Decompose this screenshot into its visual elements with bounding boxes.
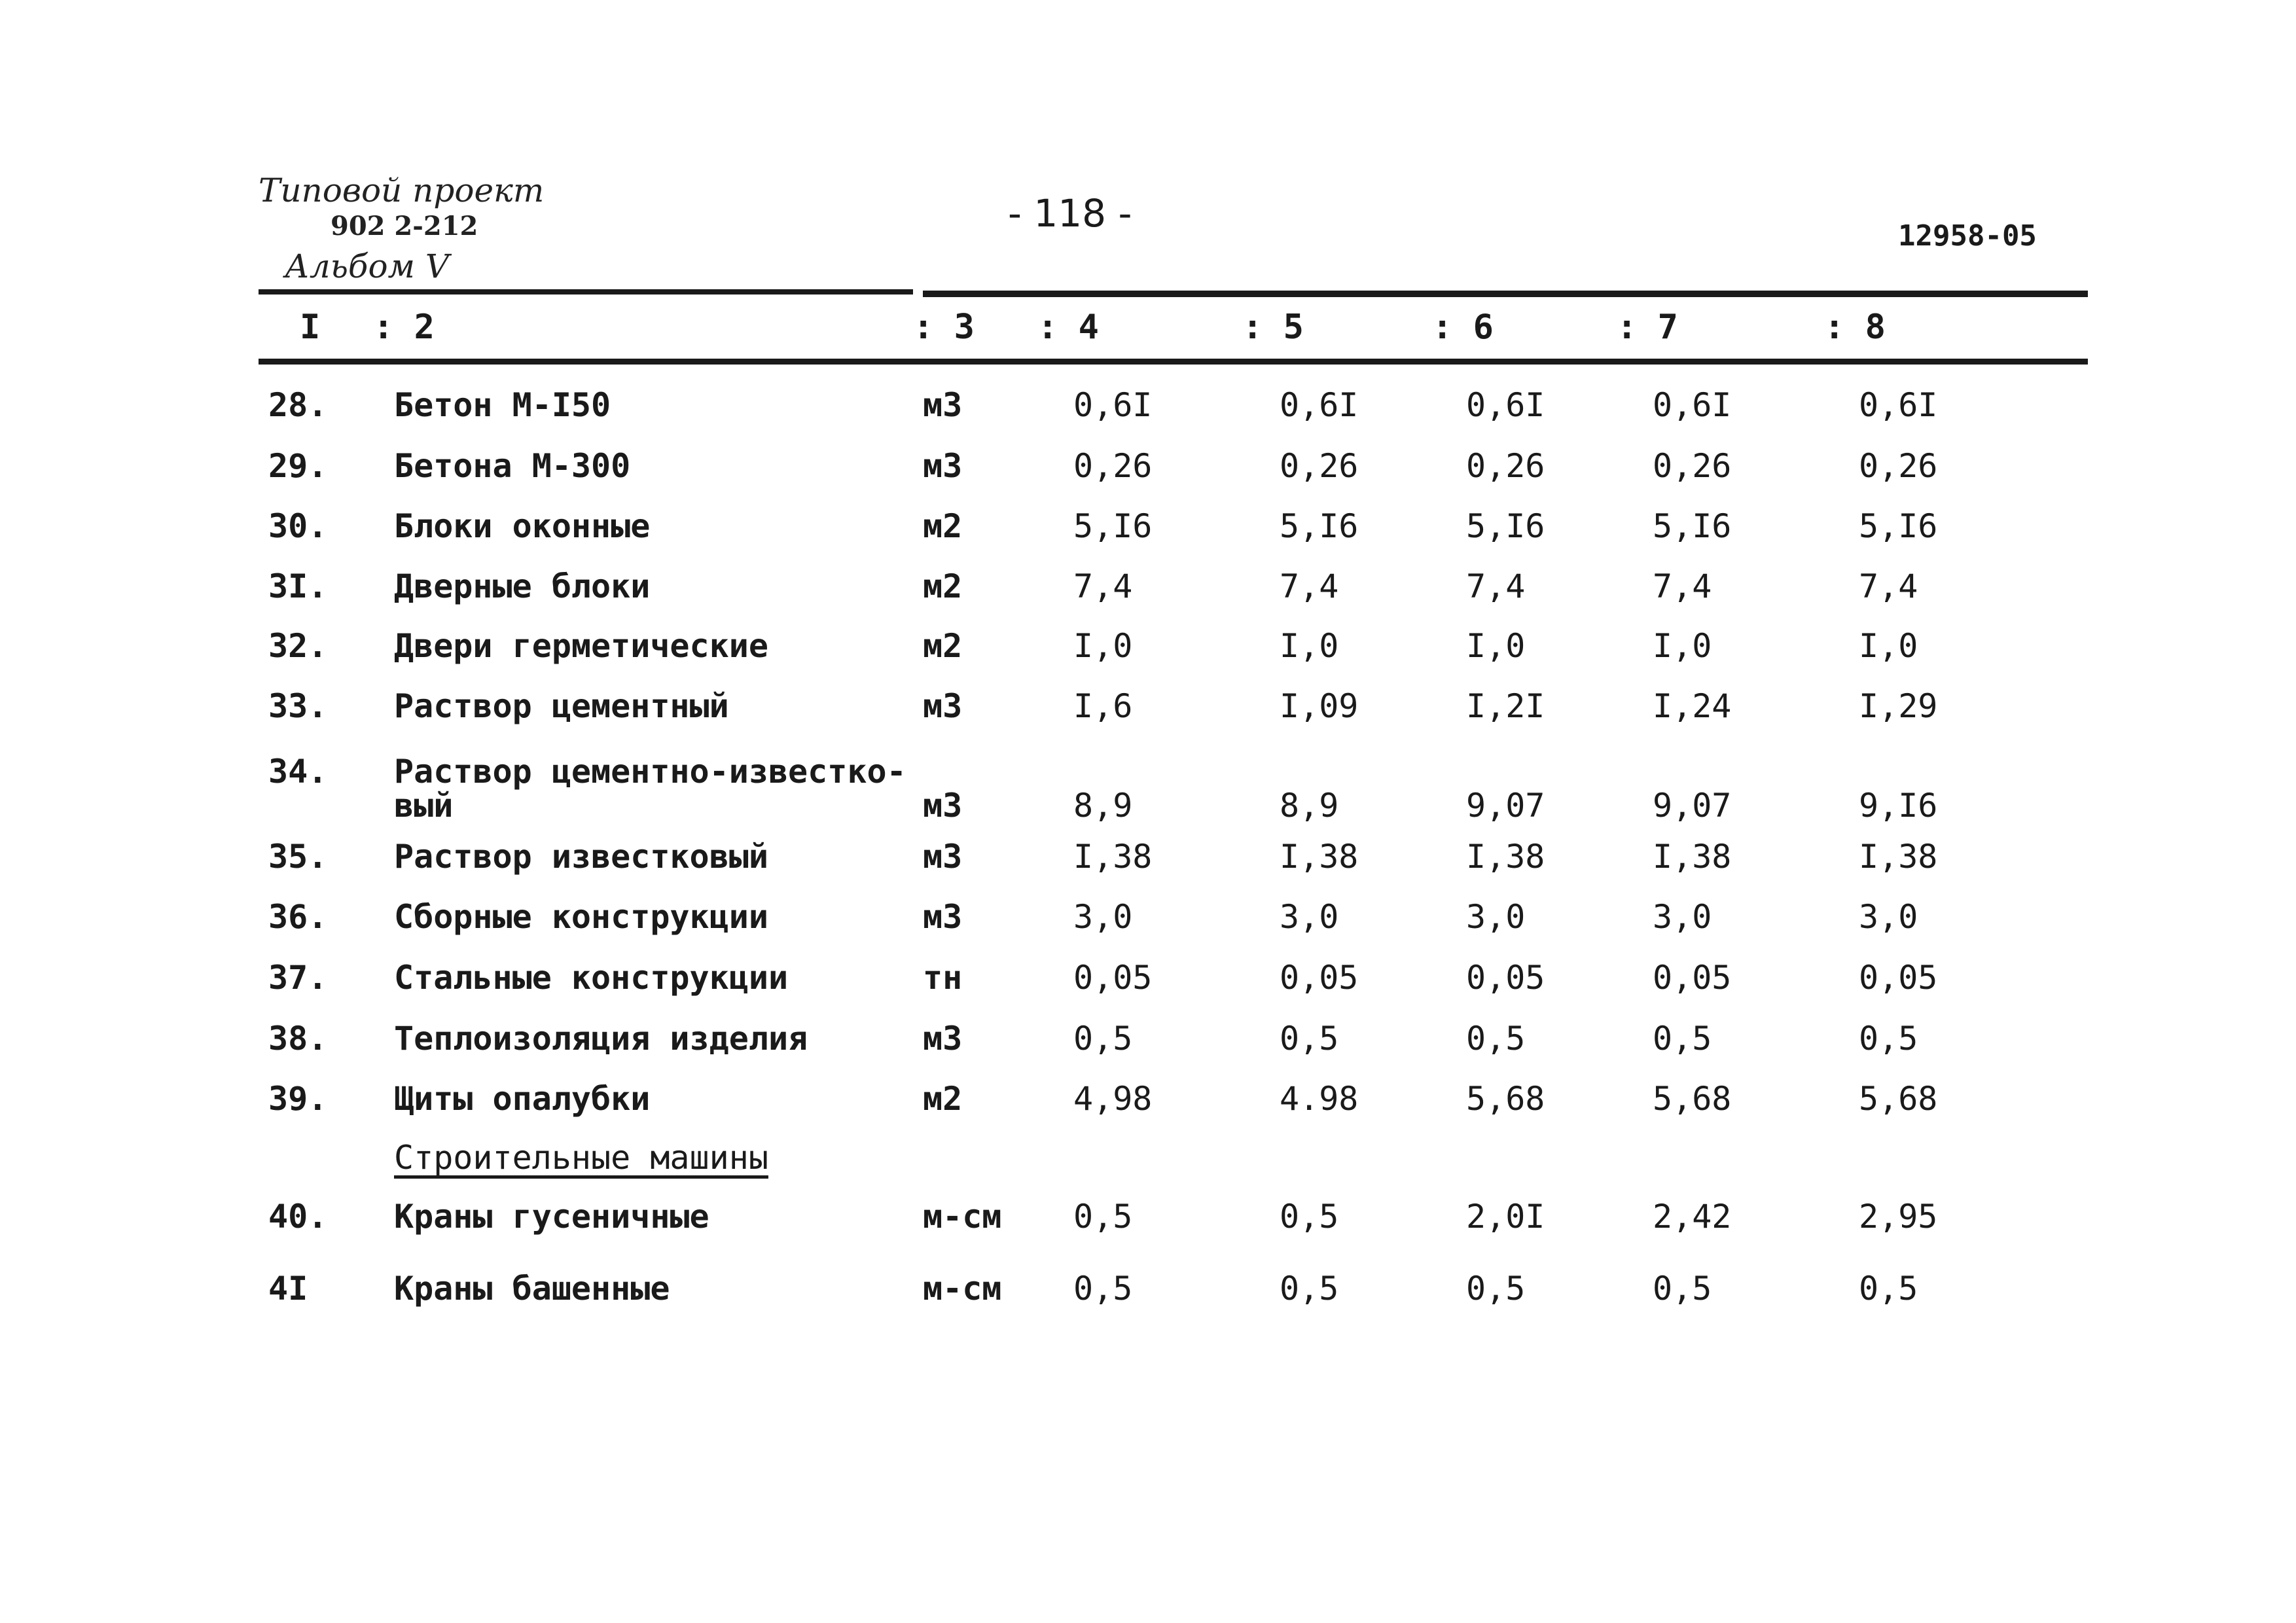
row-number: 3I. (268, 567, 328, 605)
row-value-7: I,24 (1653, 687, 1732, 725)
row-value-5: 5,I6 (1280, 507, 1359, 545)
row-value-4: 3,0 (1073, 898, 1133, 936)
row-value-4: 0,26 (1073, 447, 1153, 485)
row-value-8: 5,I6 (1859, 507, 1938, 545)
row-unit: м-см (923, 1198, 1002, 1236)
row-value-5: I,0 (1280, 627, 1339, 665)
row-number: 34. (268, 753, 328, 791)
row-value-8: 0,05 (1859, 959, 1938, 997)
row-value-6: 0,05 (1466, 959, 1545, 997)
stamp-title: Типовой проект (259, 171, 545, 209)
row-value-5: 0,5 (1280, 1270, 1339, 1308)
row-name: Двери герметические (394, 627, 768, 665)
row-value-8: 0,5 (1859, 1270, 1918, 1308)
column-header-5: : 5 (1242, 308, 1304, 347)
column-header-8: : 8 (1824, 308, 1886, 347)
row-value-5: 7,4 (1280, 567, 1339, 605)
row-value-4: 0,5 (1073, 1198, 1133, 1236)
row-number: 29. (268, 447, 328, 485)
column-header-7: : 7 (1617, 308, 1678, 347)
row-value-5: 8,9 (1280, 787, 1339, 825)
row-number: 36. (268, 898, 328, 936)
row-value-6: I,0 (1466, 627, 1526, 665)
top-rule-left (259, 289, 913, 294)
row-value-6: 0,6I (1466, 386, 1545, 424)
row-number: 4I (268, 1270, 308, 1308)
row-value-7: 5,68 (1653, 1080, 1732, 1118)
row-number: 37. (268, 959, 328, 997)
row-value-5: 3,0 (1280, 898, 1339, 936)
row-name: Бетон М-I50 (394, 386, 611, 424)
row-value-6: 0,5 (1466, 1270, 1526, 1308)
row-value-8: 0,26 (1859, 447, 1938, 485)
row-value-6: 9,07 (1466, 787, 1545, 825)
row-number: 30. (268, 507, 328, 545)
row-value-6: 3,0 (1466, 898, 1526, 936)
row-unit: м3 (923, 687, 963, 725)
row-value-8: 3,0 (1859, 898, 1918, 936)
row-value-7: 5,I6 (1653, 507, 1732, 545)
row-unit: м2 (923, 627, 963, 665)
row-value-4: 5,I6 (1073, 507, 1153, 545)
row-value-8: 0,6I (1859, 386, 1938, 424)
row-value-4: 7,4 (1073, 567, 1133, 605)
row-unit: м3 (923, 787, 963, 825)
row-name: Краны башенные (394, 1270, 670, 1308)
row-value-5: 0,26 (1280, 447, 1359, 485)
row-name-continued: вый (394, 787, 454, 825)
row-unit: тн (923, 959, 963, 997)
row-name: Блоки оконные (394, 507, 651, 545)
column-header-6: : 6 (1432, 308, 1494, 347)
row-name: Раствор известковый (394, 838, 768, 876)
row-value-5: 0,05 (1280, 959, 1359, 997)
row-unit: м3 (923, 838, 963, 876)
row-value-7: 0,05 (1653, 959, 1732, 997)
row-name: Раствор цементный (394, 687, 729, 725)
row-name: Краны гусеничные (394, 1198, 709, 1236)
document-code: 12958-05 (1898, 219, 2037, 253)
row-value-7: 0,6I (1653, 386, 1732, 424)
header-rule (259, 359, 2088, 365)
row-unit: м-см (923, 1270, 1002, 1308)
row-value-6: 7,4 (1466, 567, 1526, 605)
row-value-8: 5,68 (1859, 1080, 1938, 1118)
row-value-8: I,29 (1859, 687, 1938, 725)
stamp-album: Альбом V (285, 247, 450, 285)
row-value-8: 0,5 (1859, 1020, 1918, 1058)
row-name: Теплоизоляция изделия (394, 1020, 808, 1058)
row-value-8: 9,I6 (1859, 787, 1938, 825)
column-header-2: : 2 (373, 308, 435, 347)
row-value-4: 8,9 (1073, 787, 1133, 825)
row-value-5: 0,6I (1280, 386, 1359, 424)
row-name: Дверные блоки (394, 567, 651, 605)
row-value-8: I,38 (1859, 838, 1938, 876)
row-value-6: 5,68 (1466, 1080, 1545, 1118)
row-number: 32. (268, 627, 328, 665)
row-value-7: 7,4 (1653, 567, 1712, 605)
row-name: Раствор цементно-известко- (394, 753, 906, 791)
row-value-5: I,38 (1280, 838, 1359, 876)
row-name: Бетона М-300 (394, 447, 631, 485)
row-value-7: 0,5 (1653, 1020, 1712, 1058)
row-number: 40. (268, 1198, 328, 1236)
row-unit: м3 (923, 447, 963, 485)
row-unit: м3 (923, 386, 963, 424)
row-value-8: I,0 (1859, 627, 1918, 665)
row-value-4: 0,5 (1073, 1270, 1133, 1308)
row-value-6: I,38 (1466, 838, 1545, 876)
row-number: 33. (268, 687, 328, 725)
stamp-code: 902 2-212 (331, 211, 478, 241)
page-number: - 118 - (1008, 191, 1132, 236)
row-value-7: I,38 (1653, 838, 1732, 876)
row-value-7: 0,26 (1653, 447, 1732, 485)
column-header-3: : 3 (913, 308, 975, 347)
row-value-6: 5,I6 (1466, 507, 1545, 545)
row-number: 38. (268, 1020, 328, 1058)
row-value-8: 7,4 (1859, 567, 1918, 605)
row-value-7: 0,5 (1653, 1270, 1712, 1308)
row-value-8: 2,95 (1859, 1198, 1938, 1236)
row-value-4: I,6 (1073, 687, 1133, 725)
row-value-7: I,0 (1653, 627, 1712, 665)
row-value-7: 2,42 (1653, 1198, 1732, 1236)
row-value-7: 9,07 (1653, 787, 1732, 825)
column-header-4: : 4 (1037, 308, 1099, 347)
row-name: Сборные конструкции (394, 898, 768, 936)
row-value-4: 0,05 (1073, 959, 1153, 997)
row-value-5: 0,5 (1280, 1198, 1339, 1236)
row-value-4: 0,6I (1073, 386, 1153, 424)
row-unit: м2 (923, 1080, 963, 1118)
section-title: Строительные машины (394, 1139, 768, 1177)
row-value-4: 0,5 (1073, 1020, 1133, 1058)
row-value-6: 0,26 (1466, 447, 1545, 485)
row-value-7: 3,0 (1653, 898, 1712, 936)
row-value-4: 4,98 (1073, 1080, 1153, 1118)
row-value-5: 4.98 (1280, 1080, 1359, 1118)
row-number: 39. (268, 1080, 328, 1118)
row-value-5: I,09 (1280, 687, 1359, 725)
row-value-5: 0,5 (1280, 1020, 1339, 1058)
row-name: Щиты опалубки (394, 1080, 651, 1118)
top-rule-right (923, 291, 2088, 297)
row-number: 28. (268, 386, 328, 424)
row-unit: м2 (923, 567, 963, 605)
row-name: Стальные конструкции (394, 959, 789, 997)
row-value-4: I,38 (1073, 838, 1153, 876)
row-value-4: I,0 (1073, 627, 1133, 665)
column-header-1: I (300, 308, 321, 347)
row-unit: м3 (923, 1020, 963, 1058)
row-value-6: 2,0I (1466, 1198, 1545, 1236)
row-unit: м3 (923, 898, 963, 936)
row-unit: м2 (923, 507, 963, 545)
row-number: 35. (268, 838, 328, 876)
row-value-6: 0,5 (1466, 1020, 1526, 1058)
row-value-6: I,2I (1466, 687, 1545, 725)
